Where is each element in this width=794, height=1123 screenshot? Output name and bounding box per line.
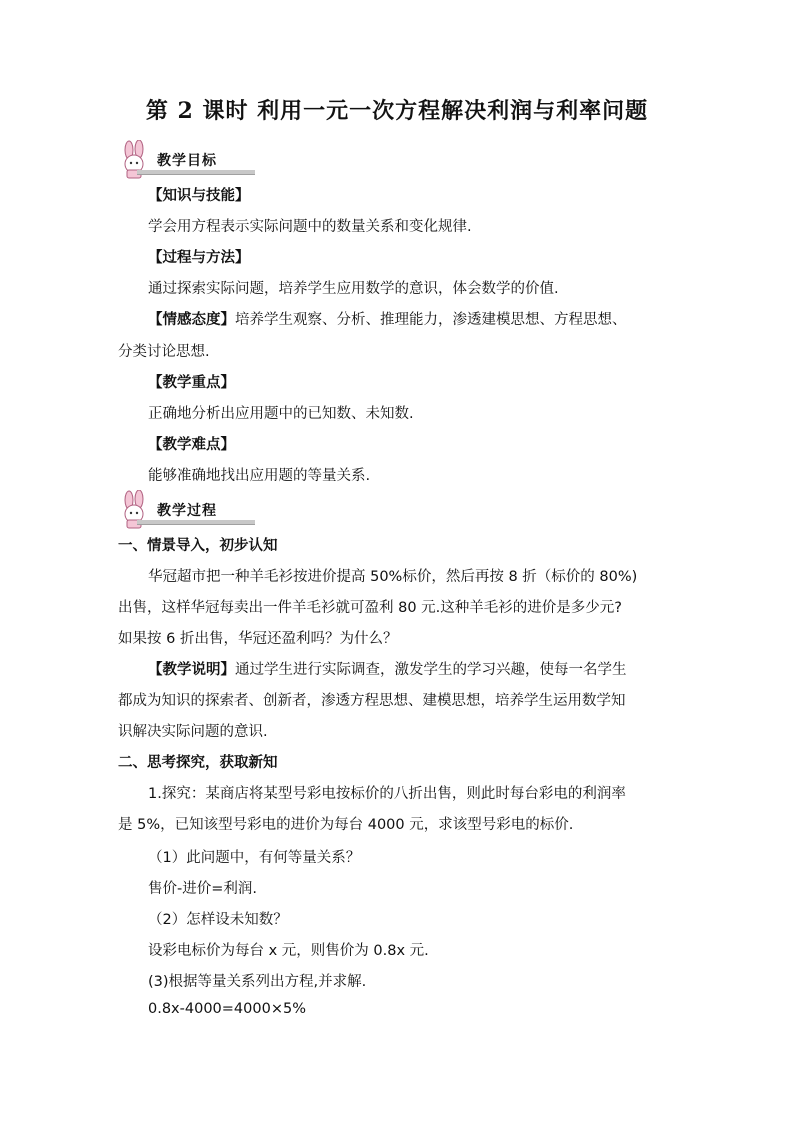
question-2: （2）怎样设未知数？: [148, 912, 288, 928]
difficulty-heading: 【教学难点】: [148, 437, 235, 453]
badge-label: 教学目标: [157, 153, 217, 169]
page-title: 第 2 课时 利用一元一次方程解决利润与利率问题: [145, 98, 649, 124]
teaching-note-line: [148, 658, 627, 679]
explore-line-2: 是 5%，已知该型号彩电的进价为每台 4000 元，求该型号彩电的标价.: [118, 817, 574, 833]
section-badge-process: [117, 490, 257, 530]
emotion-text-cont: 分类讨论思想.: [118, 344, 210, 360]
process-method-text: 通过探索实际问题，培养学生应用数学的意识，体会数学的价值.: [148, 281, 559, 297]
question-1: （1）此问题中，有何等量关系？: [148, 850, 361, 866]
answer-1: 售价-进价=利润.: [148, 881, 257, 897]
badge-label: 教学过程: [157, 503, 217, 519]
emotion-text: 培养学生观察、分析、推理能力，渗透建模思想、方程思想、: [235, 312, 627, 328]
part1-line-1: 华冠超市把一种羊毛衫按进价提高 50%标价，然后再按 8 折（标价的 80%): [148, 569, 638, 585]
part1-line-3: 如果按 6 折出售，华冠还盈利吗？为什么？: [118, 631, 398, 647]
emotion-heading: 【情感态度】: [148, 312, 235, 328]
teaching-note-line-2: 都成为知识的探索者、创新者，渗透方程思想、建模思想，培养学生运用数学知: [118, 693, 626, 709]
process-method-heading: 【过程与方法】: [148, 250, 250, 266]
answer-2: 设彩电标价为每台 x 元，则售价为 0.8x 元.: [148, 943, 429, 959]
question-3: (3)根据等量关系列出方程,并求解.: [148, 974, 367, 990]
part1-line-2: 出售，这样华冠每卖出一件羊毛衫就可盈利 80 元.这种羊毛衫的进价是多少元?: [118, 600, 622, 616]
key-point-text: 正确地分析出应用题中的已知数、未知数.: [148, 406, 414, 422]
knowledge-heading: 【知识与技能】: [148, 188, 250, 204]
badge-underline: [137, 170, 255, 175]
teaching-note-text: 通过学生进行实际调查，激发学生的学习兴趣，使每一名学生: [235, 662, 627, 678]
explore-line-1: 1.探究：某商店将某型号彩电按标价的八折出售，则此时每台彩电的利润率: [148, 786, 626, 802]
teaching-note-heading: 【教学说明】: [148, 662, 235, 678]
badge-underline: [137, 520, 255, 525]
knowledge-text: 学会用方程表示实际问题中的数量关系和变化规律.: [148, 219, 472, 235]
part2-heading: 二、思考探究，获取新知: [118, 755, 278, 771]
equation: 0.8x-4000=4000×5%: [148, 1001, 306, 1017]
emotion-line: [148, 308, 627, 329]
section-badge-goals: [117, 140, 257, 180]
teaching-note-line-3: 识解决实际问题的意识.: [118, 724, 268, 740]
key-point-heading: 【教学重点】: [148, 375, 235, 391]
part1-heading: 一、情景导入，初步认知: [118, 538, 278, 554]
difficulty-text: 能够准确地找出应用题的等量关系.: [148, 468, 371, 484]
